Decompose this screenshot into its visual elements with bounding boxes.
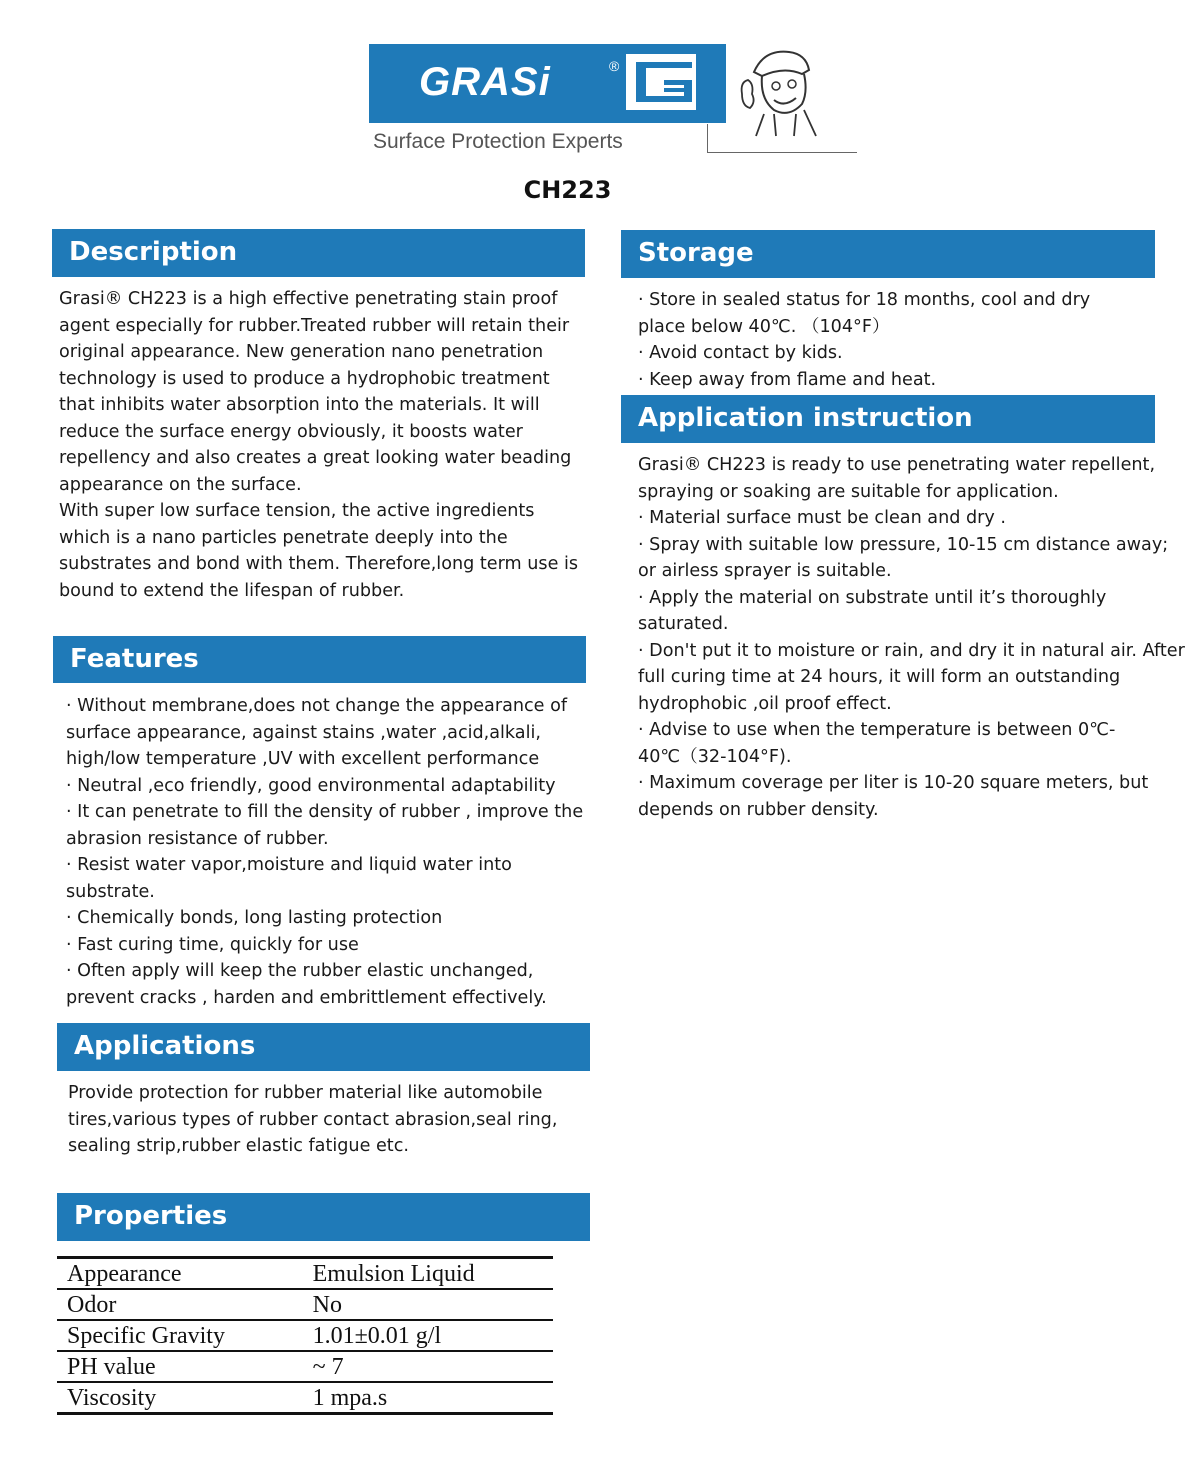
property-value: No xyxy=(301,1289,553,1320)
applications-heading: Applications xyxy=(57,1023,590,1071)
property-label: Odor xyxy=(57,1289,301,1320)
property-label: PH value xyxy=(57,1351,301,1382)
mascot-icon xyxy=(734,44,829,139)
logo-tagline: Surface Protection Experts xyxy=(373,130,623,153)
description-heading: Description xyxy=(52,229,585,277)
property-value: ~ 7 xyxy=(301,1351,553,1382)
registered-mark: ® xyxy=(609,58,620,74)
description-paragraph: Grasi® CH223 is a high effective penetrating stain proof agent especially for rubber.Treated rubber will retain their original appearance. New generation nano penetration technology is used to produce a hydrophobic treatment that inhibits water absorption into the materials. It will reduce the surface energy obviously, it boosts water repellency and also creates a great looking water beading appearance on the surface. xyxy=(59,289,572,495)
instruction-item: · Don't put it to moisture or rain, and dry it in natural air. After full curing time at 24 hours, it will form an outstanding hydrophobic ,oil proof effect. xyxy=(638,640,1185,714)
storage-item: · Keep away from flame and heat. xyxy=(638,369,937,390)
storage-heading: Storage xyxy=(621,230,1155,278)
instruction-item: · Maximum coverage per liter is 10-20 square meters, but depends on rubber density. xyxy=(638,773,1149,820)
table-row xyxy=(57,1289,553,1320)
g-mark-icon xyxy=(624,52,699,112)
features-heading: Features xyxy=(53,636,586,683)
instruction-item: · Apply the material on substrate until it’s thoroughly saturated. xyxy=(638,587,1107,634)
storage-item: · Store in sealed status for 18 months, cool and dry place below 40℃. （104°F） xyxy=(638,290,1091,337)
features-list xyxy=(66,693,586,1011)
feature-item: · Often apply will keep the rubber elastic unchanged, prevent cracks , harden and embrittlement effectively. xyxy=(66,961,547,1008)
logo-banner xyxy=(369,44,726,123)
properties-heading: Properties xyxy=(57,1193,590,1241)
storage-item: · Avoid contact by kids. xyxy=(638,343,843,363)
feature-item: · It can penetrate to fill the density of rubber , improve the abrasion resistance of rubber. xyxy=(66,802,584,849)
application-instruction-list xyxy=(638,452,1190,823)
feature-item: · Neutral ,eco friendly, good environmental adaptability xyxy=(66,775,556,796)
feature-item: · Resist water vapor,moisture and liquid water into substrate. xyxy=(66,855,512,902)
feature-item: · Chemically bonds, long lasting protection xyxy=(66,908,443,928)
description-paragraph: With super low surface tension, the active ingredients which is a nano particles penetrate deeply into the substrates and bond with them. Therefore,long term use is bound to extend the lifespan of rubber. xyxy=(59,501,579,601)
table-row xyxy=(57,1320,553,1351)
instruction-item: · Material surface must be clean and dry . xyxy=(638,508,1006,528)
property-value: 1.01±0.01 g/l xyxy=(301,1320,553,1351)
table-row xyxy=(57,1258,553,1290)
instruction-item: · Spray with suitable low pressure, 10-15 cm distance away; or airless sprayer is suitable. xyxy=(638,534,1169,581)
feature-item: · Fast curing time, quickly for use xyxy=(66,934,359,955)
logo-divider xyxy=(707,124,708,152)
table-row xyxy=(57,1382,553,1414)
feature-item: · Without membrane,does not change the appearance of surface appearance, against stains ,water ,acid,alkali, high/low temperature ,UV with excellent performance xyxy=(66,696,568,769)
property-label: Viscosity xyxy=(57,1382,301,1414)
logo-wordmark: GRASi xyxy=(419,60,551,104)
property-value: Emulsion Liquid xyxy=(301,1258,553,1290)
document-title: CH223 xyxy=(523,176,612,204)
description-body xyxy=(59,286,589,604)
applications-body: Provide protection for rubber material like automobile tires,various types of rubber contact abrasion,seal ring, sealing strip,rubber elastic fatigue etc. xyxy=(68,1083,558,1156)
property-label: Appearance xyxy=(57,1258,301,1290)
table-row xyxy=(57,1351,553,1382)
instruction-item: · Advise to use when the temperature is between 0℃- 40℃（32-104°F). xyxy=(638,720,1116,767)
instruction-item: Grasi® CH223 is ready to use penetrating water repellent, spraying or soaking are suitable for application. xyxy=(638,455,1156,502)
logo-underline xyxy=(707,152,857,153)
property-label: Specific Gravity xyxy=(57,1320,301,1351)
application-instruction-heading: Application instruction xyxy=(621,395,1155,443)
properties-table xyxy=(57,1256,553,1415)
property-value: 1 mpa.s xyxy=(301,1382,553,1414)
storage-list xyxy=(638,287,1118,393)
brand-logo xyxy=(369,44,859,156)
